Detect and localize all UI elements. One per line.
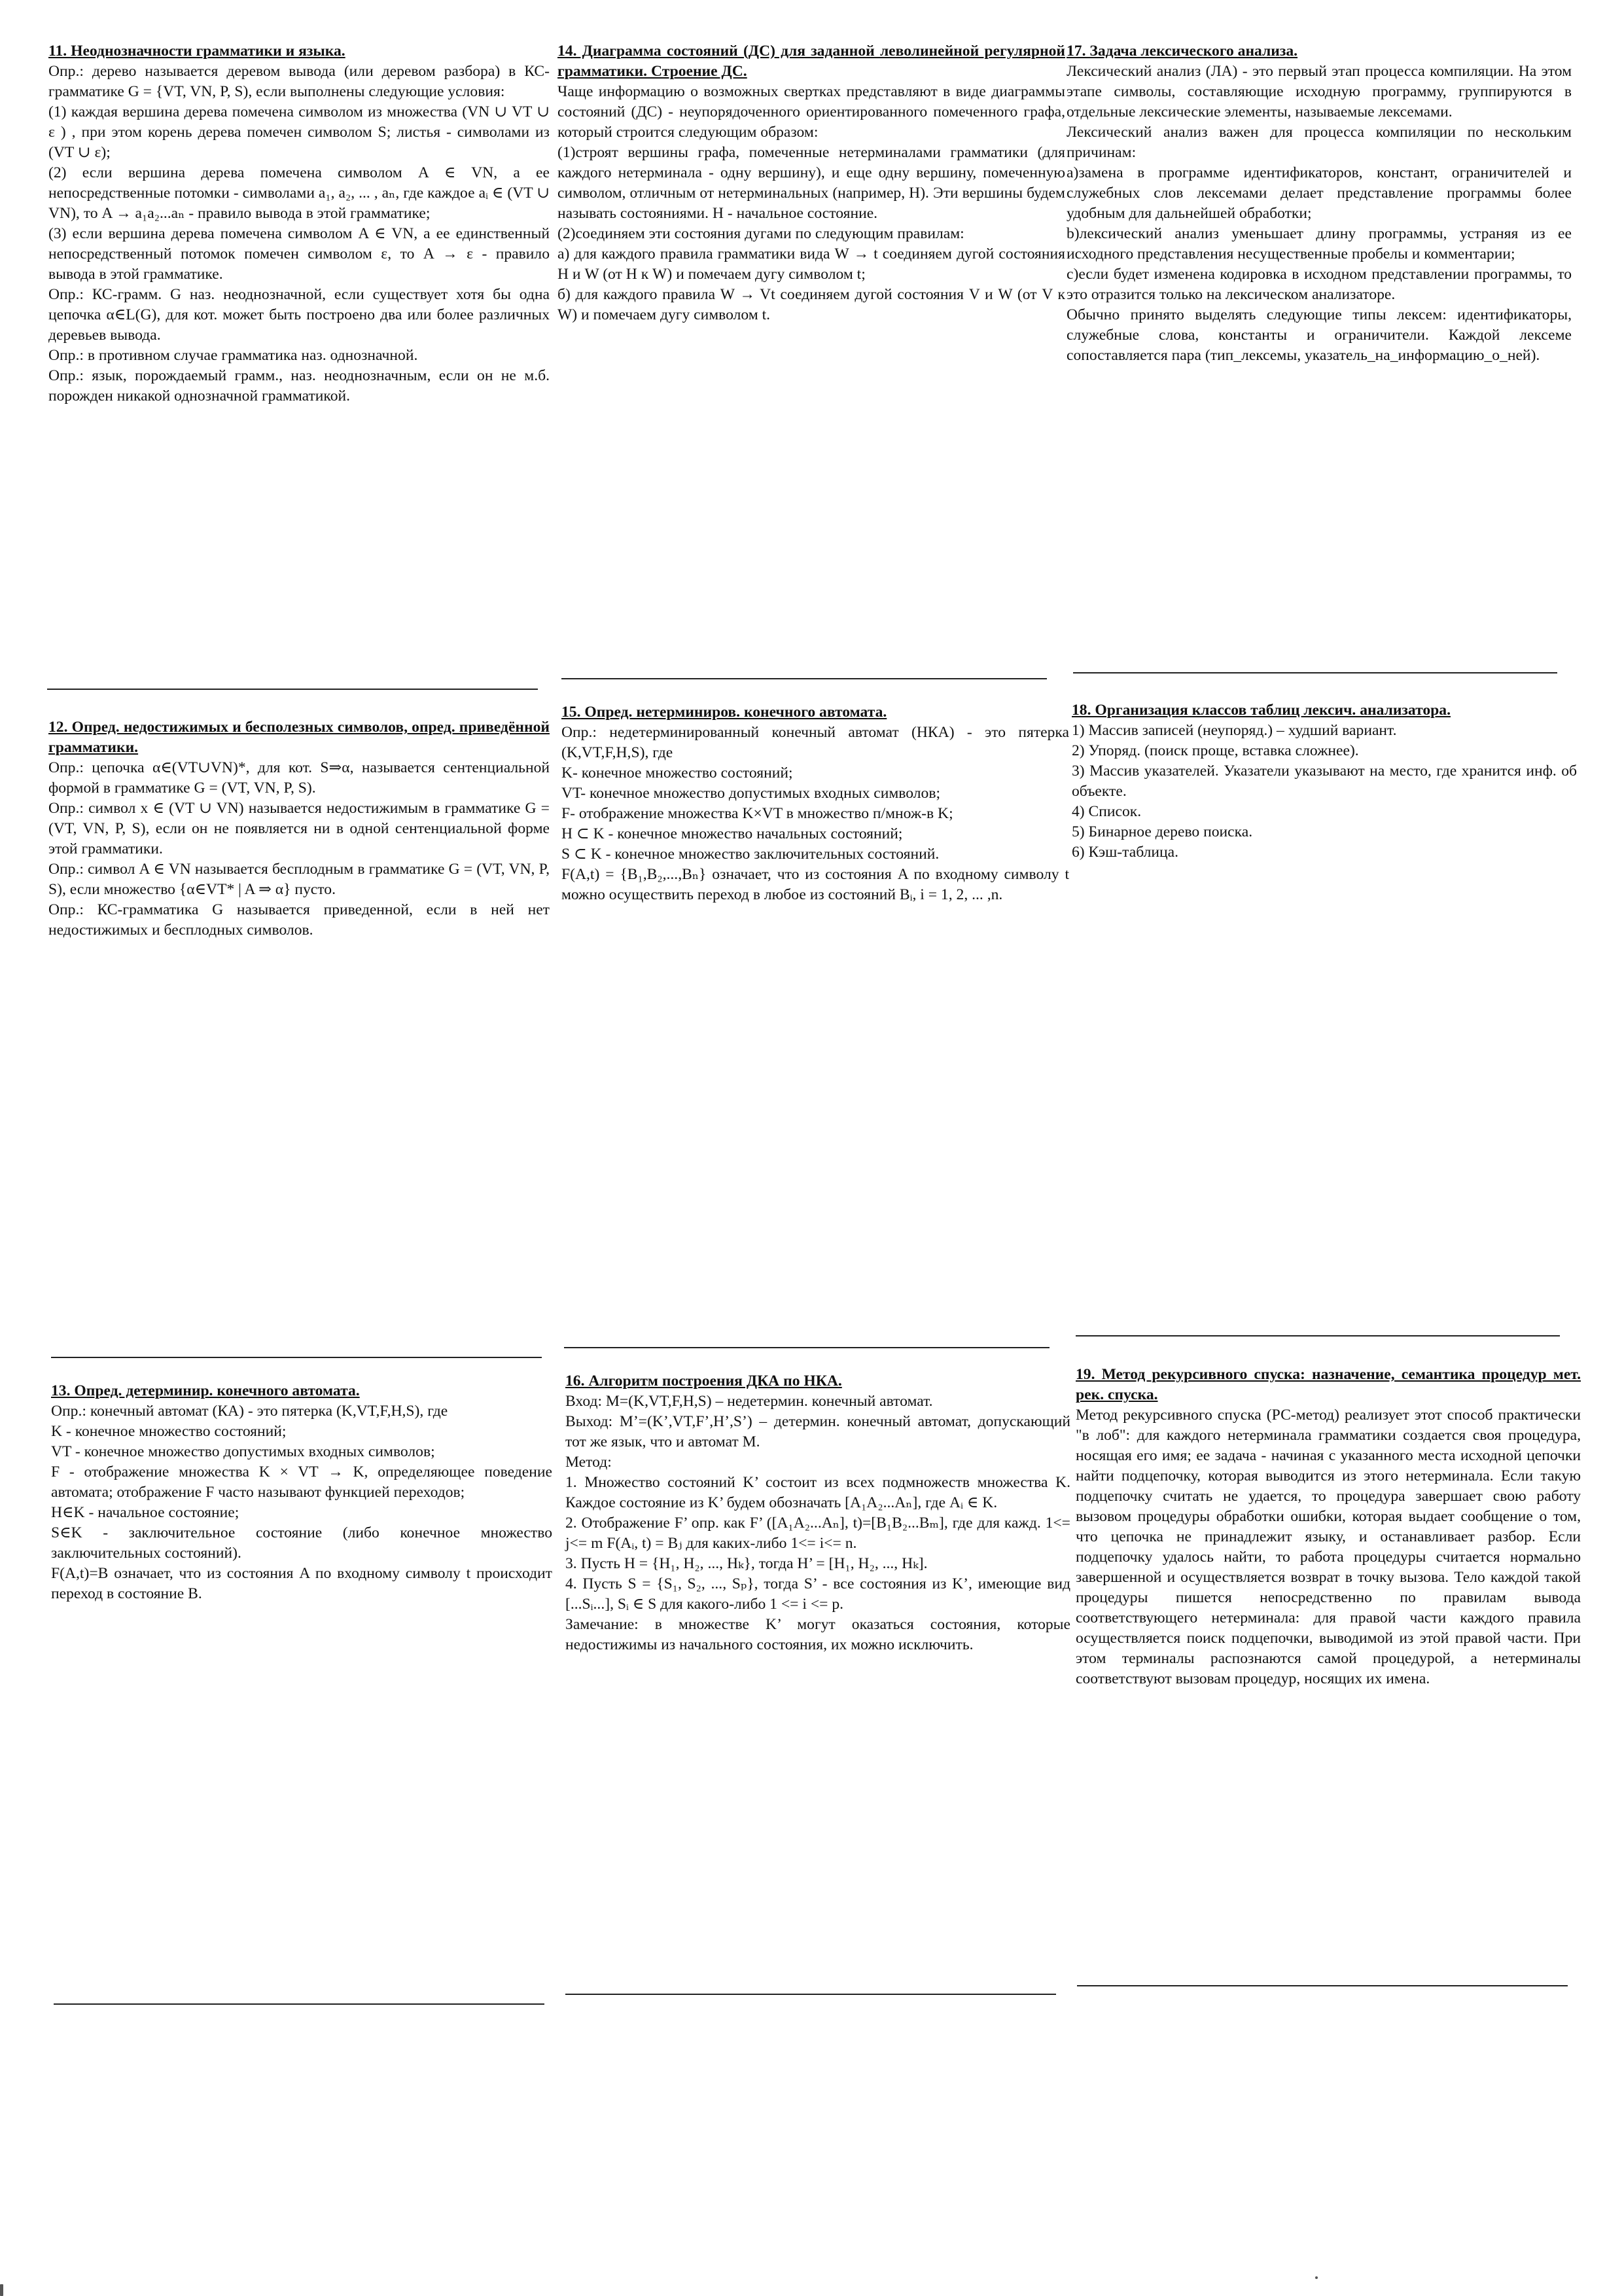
paragraph: F(A,t)=B означает, что из состояния A по входному символу t происходит переход в состояние B. — [51, 1565, 552, 1602]
paragraph: Вход: M=(K,VT,F,H,S) – недетермин. конечный автомат. — [565, 1393, 933, 1410]
paragraph: Обычно принято выделять следующие типы лексем: идентификаторы, служебные слова, константы и ограничители. Каждой лексеме сопоставляется пара (тип_лексемы, указатель_на_информацию_о_ней). — [1067, 306, 1572, 364]
paragraph: 2) Упоряд. (поиск проще, вставка сложнее). — [1072, 742, 1359, 759]
section-12 — [48, 717, 550, 941]
section-16 — [565, 1371, 1070, 1655]
paragraph: S ⊂ K - конечное множество заключительных состояний. — [561, 846, 940, 863]
paragraph: Опр.: конечный автомат (КА) - это пятерка (K,VT,F,H,S), где — [51, 1403, 448, 1420]
section-15 — [561, 702, 1069, 905]
paragraph: Опр.: дерево называется деревом вывода (или деревом разбора) в КС-грамматике G = {VT, VN, P, S), если выполнены следующие условия: — [48, 63, 550, 100]
paragraph: K- конечное множество состояний; — [561, 764, 793, 781]
section-13 — [51, 1381, 552, 1604]
paragraph: H∈K - начальное состояние; — [51, 1504, 239, 1521]
paragraph: Опр.: КС-грамм. G наз. неоднозначной, если существует хотя бы одна цепочка α∈L(G), для кот. может быть построено два или более различных деревьев вывода. — [48, 286, 550, 344]
paragraph: а) для каждого правила грамматики вида W → t соединяем дугой состояния H и W (от H к W) и помечаем дугу символом t; — [557, 245, 1065, 283]
paragraph: Опр.: КС-грамматика G называется приведенной, если в ней нет недостижимых и бесплодных символов. — [48, 901, 550, 939]
paragraph: Лексический анализ важен для процесса компиляции по нескольким причинам: — [1067, 124, 1572, 161]
section-title: 14. Диаграмма состояний (ДС) для заданной леволинейной регулярной грамматики. Строение ДС. — [557, 43, 1065, 80]
paragraph: (3) если вершина дерева помечена символом A ∈ VN, а ее единственный непосредственный потомок помечен символом ε, то A → ε - правило вывода в этой грамматике. — [48, 225, 550, 283]
paragraph: Опр.: цепочка α∈(VT∪VN)*, для кот. S⇒α, называется сентенциальной формой в грамматике G = (VT, VN, P, S). — [48, 759, 550, 797]
paragraph: 5) Бинарное дерево поиска. — [1072, 823, 1253, 840]
section-divider — [1076, 1335, 1560, 1336]
paragraph: Чаще информацию о возможных свертках представляют в виде диаграммы состояний (ДС) - неупорядоченного ориентированного помеченного графа, который строится следующим образом: — [557, 83, 1065, 141]
section-divider — [1073, 672, 1557, 673]
section-divider — [561, 678, 1047, 679]
section-divider — [565, 1994, 1056, 1995]
paragraph: b)лексический анализ уменьшает длину программы, устраняя из ее исходного представления несущественные пробелы и комментарии; — [1067, 225, 1572, 262]
paragraph: S∈K - заключительное состояние (либо конечное множество заключительных состояний). — [51, 1524, 552, 1562]
paragraph: (1) каждая вершина дерева помечена символом из множества (VN ∪ VT ∪ ε ) , при этом корень дерева помечен символом S; листья - символами из (VT ∪ ε); — [48, 103, 550, 161]
section-title: 16. Алгоритм построения ДКА по НКА. — [565, 1372, 842, 1390]
section-title: 18. Организация классов таблиц лексич. анализатора. — [1072, 702, 1451, 719]
paragraph: VT- конечное множество допустимых входных символов; — [561, 785, 941, 802]
section-14 — [557, 41, 1065, 325]
paragraph: 6) Кэш-таблица. — [1072, 844, 1179, 861]
paragraph: F - отображение множества K × VT → K, определяющее поведение автомата; отображение F часто называют функцией переходов; — [51, 1463, 552, 1501]
paragraph: F(A,t) = {B₁,B₂,...,Bₙ} означает, что из состояния A по входному символу t можно осуществить переход в любое из состояний Bᵢ, i = 1, 2, ... ,n. — [561, 866, 1069, 903]
section-divider — [54, 2003, 544, 2005]
paragraph: (2)соединяем эти состояния дугами по следующим правилам: — [557, 225, 964, 242]
section-divider — [564, 1347, 1050, 1348]
section-divider — [51, 1357, 542, 1358]
paragraph: 1) Массив записей (неупоряд.) – худший вариант. — [1072, 722, 1397, 739]
scan-dot — [1315, 2276, 1318, 2279]
section-divider — [1077, 1985, 1568, 1986]
paragraph: Метод: — [565, 1454, 612, 1471]
section-title: 11. Неоднозначности грамматики и языка. — [48, 43, 345, 60]
paragraph: H ⊂ K - конечное множество начальных состояний; — [561, 825, 903, 842]
paragraph: K - конечное множество состояний; — [51, 1423, 287, 1440]
paragraph: Метод рекурсивного спуска (РС-метод) реализует этот способ практически "в лоб": для каждого нетерминала грамматики создается своя процедура, носящая его имя; ее задача - начиная с указанного места исходной цепочки найти подцепочку, которая выводится из этого нетерминала. Если такую подцепочку считать не удается, то процедура завершает свою работу вызовом процедуры обработки ошибки, которая выдает сообщение о том, что цепочка не принадлежит языку, и останавливает разбор. Если подцепочку удалось найти, то работа процедуры считается нормально завершенной и осуществляется возврат в точку вызова. Тело каждой такой процедуры пишется непосредственно по правилам вывода соответствующего нетерминала: для правой части каждого правила осуществляется поиск подцепочки, выводимой из этой правой части. При этом терминалы распознаются самой процедурой, а нетерминалы соответствуют вызовам процедур, носящих их имена. — [1076, 1407, 1581, 1687]
paragraph: Лексический анализ (ЛА) - это первый этап процесса компиляции. На этом этапе символы, составляющие исходную программу, группируются в отдельные лексические элементы, называемые лексемами. — [1067, 63, 1572, 120]
section-title: 12. Опред. недостижимых и бесполезных символов, опред. приведённой грамматики. — [48, 719, 550, 756]
paragraph: а)замена в программе идентификаторов, констант, ограничителей и служебных слов лексемами делает представление программы более удобным для дальнейшей обработки; — [1067, 164, 1572, 222]
paragraph: Опр.: язык, порождаемый грамм., наз. неоднозначным, если он не м.б. порожден никакой однозначной грамматикой. — [48, 367, 550, 404]
section-title: 19. Метод рекурсивного спуска: назначение, семантика процедур мет. рек. спуска. — [1076, 1366, 1581, 1403]
paragraph: б) для каждого правила W → Vt соединяем дугой состояния V и W (от V к W) и помечаем дугу символом t. — [557, 286, 1065, 323]
paragraph: Выход: M’=(K’,VT,F’,H’,S’) – детермин. конечный автомат, допускающий тот же язык, что и автомат M. — [565, 1413, 1070, 1450]
paragraph: Замечание: в множестве K’ могут оказаться состояния, которые недостижимы из начального состояния, их можно исключить. — [565, 1616, 1070, 1653]
section-17 — [1067, 41, 1572, 366]
paragraph: 3) Массив указателей. Указатели указывают на место, где хранится инф. об объекте. — [1072, 762, 1577, 800]
section-19 — [1076, 1365, 1581, 1689]
paragraph: Опр.: символ x ∈ (VT ∪ VN) называется недостижимым в грамматике G = (VT, VN, P, S), если он не появляется ни в одной сентенциальной форме этой грамматики. — [48, 800, 550, 857]
section-divider — [47, 689, 538, 690]
paragraph: c)если будет изменена кодировка в исходном представлении программы, то это отразится только на лексическом анализаторе. — [1067, 266, 1572, 303]
paragraph: (1)строят вершины графа, помеченные нетерминалами грамматики (для каждого нетерминала - одну вершину), и еще одну вершину, помеченную символом, отличным от нетерминальных (например, H). Эти вершины будем называть состояниями. H - начальное состояние. — [557, 144, 1065, 222]
paragraph: (2) если вершина дерева помечена символом A ∈ VN, а ее непосредственные потомки - символами a₁, a₂, ... , aₙ, где каждое aᵢ ∈ (VT ∪ VN), то A → a₁a₂...aₙ - правило вывода в этой грамматике; — [48, 164, 550, 222]
paragraph: 4) Список. — [1072, 803, 1142, 820]
paragraph: 2. Отображение F’ опр. как F’ ([A₁A₂...Aₙ], t)=[B₁B₂...Bₘ], где для кажд. 1<= j<= m F(Aᵢ, t) = Bⱼ для каких-либо 1<= i<= n. — [565, 1515, 1070, 1552]
section-title: 17. Задача лексического анализа. — [1067, 43, 1298, 60]
paragraph: Опр.: символ A ∈ VN называется бесплодным в грамматике G = (VT, VN, P, S), если множество {α∈VT* | A ⇒ α} пусто. — [48, 861, 550, 898]
paragraph: 3. Пусть H = {H₁, H₂, ..., Hₖ}, тогда H’ = [H₁, H₂, ..., Hₖ]. — [565, 1555, 928, 1572]
paragraph: 4. Пусть S = {S₁, S₂, ..., Sₚ}, тогда S’ - все состояния из K’, имеющие вид [...Sᵢ...], Sᵢ ∈ S для какого-либо 1 <= i <= p. — [565, 1575, 1070, 1613]
paragraph: Опр.: недетерминированный конечный автомат (НКА) - это пятерка (K,VT,F,H,S), где — [561, 724, 1069, 761]
paragraph: VT - конечное множество допустимых входных символов; — [51, 1443, 435, 1460]
section-11 — [48, 41, 550, 406]
section-title: 13. Опред. детерминир. конечного автомата. — [51, 1382, 360, 1399]
section-title: 15. Опред. нетерминиров. конечного автомата. — [561, 704, 887, 721]
paragraph: F- отображение множества K×VT в множество п/множ-в K; — [561, 805, 953, 822]
paragraph: 1. Множество состояний K’ состоит из всех подмножеств множества K. Каждое состояние из K’ будем обозначать [A₁A₂...Aₙ], где Aᵢ ∈ K. — [565, 1474, 1070, 1511]
paragraph: Опр.: в противном случае грамматика наз. однозначной. — [48, 347, 418, 364]
scan-mark — [0, 2284, 3, 2296]
section-18 — [1072, 700, 1577, 863]
